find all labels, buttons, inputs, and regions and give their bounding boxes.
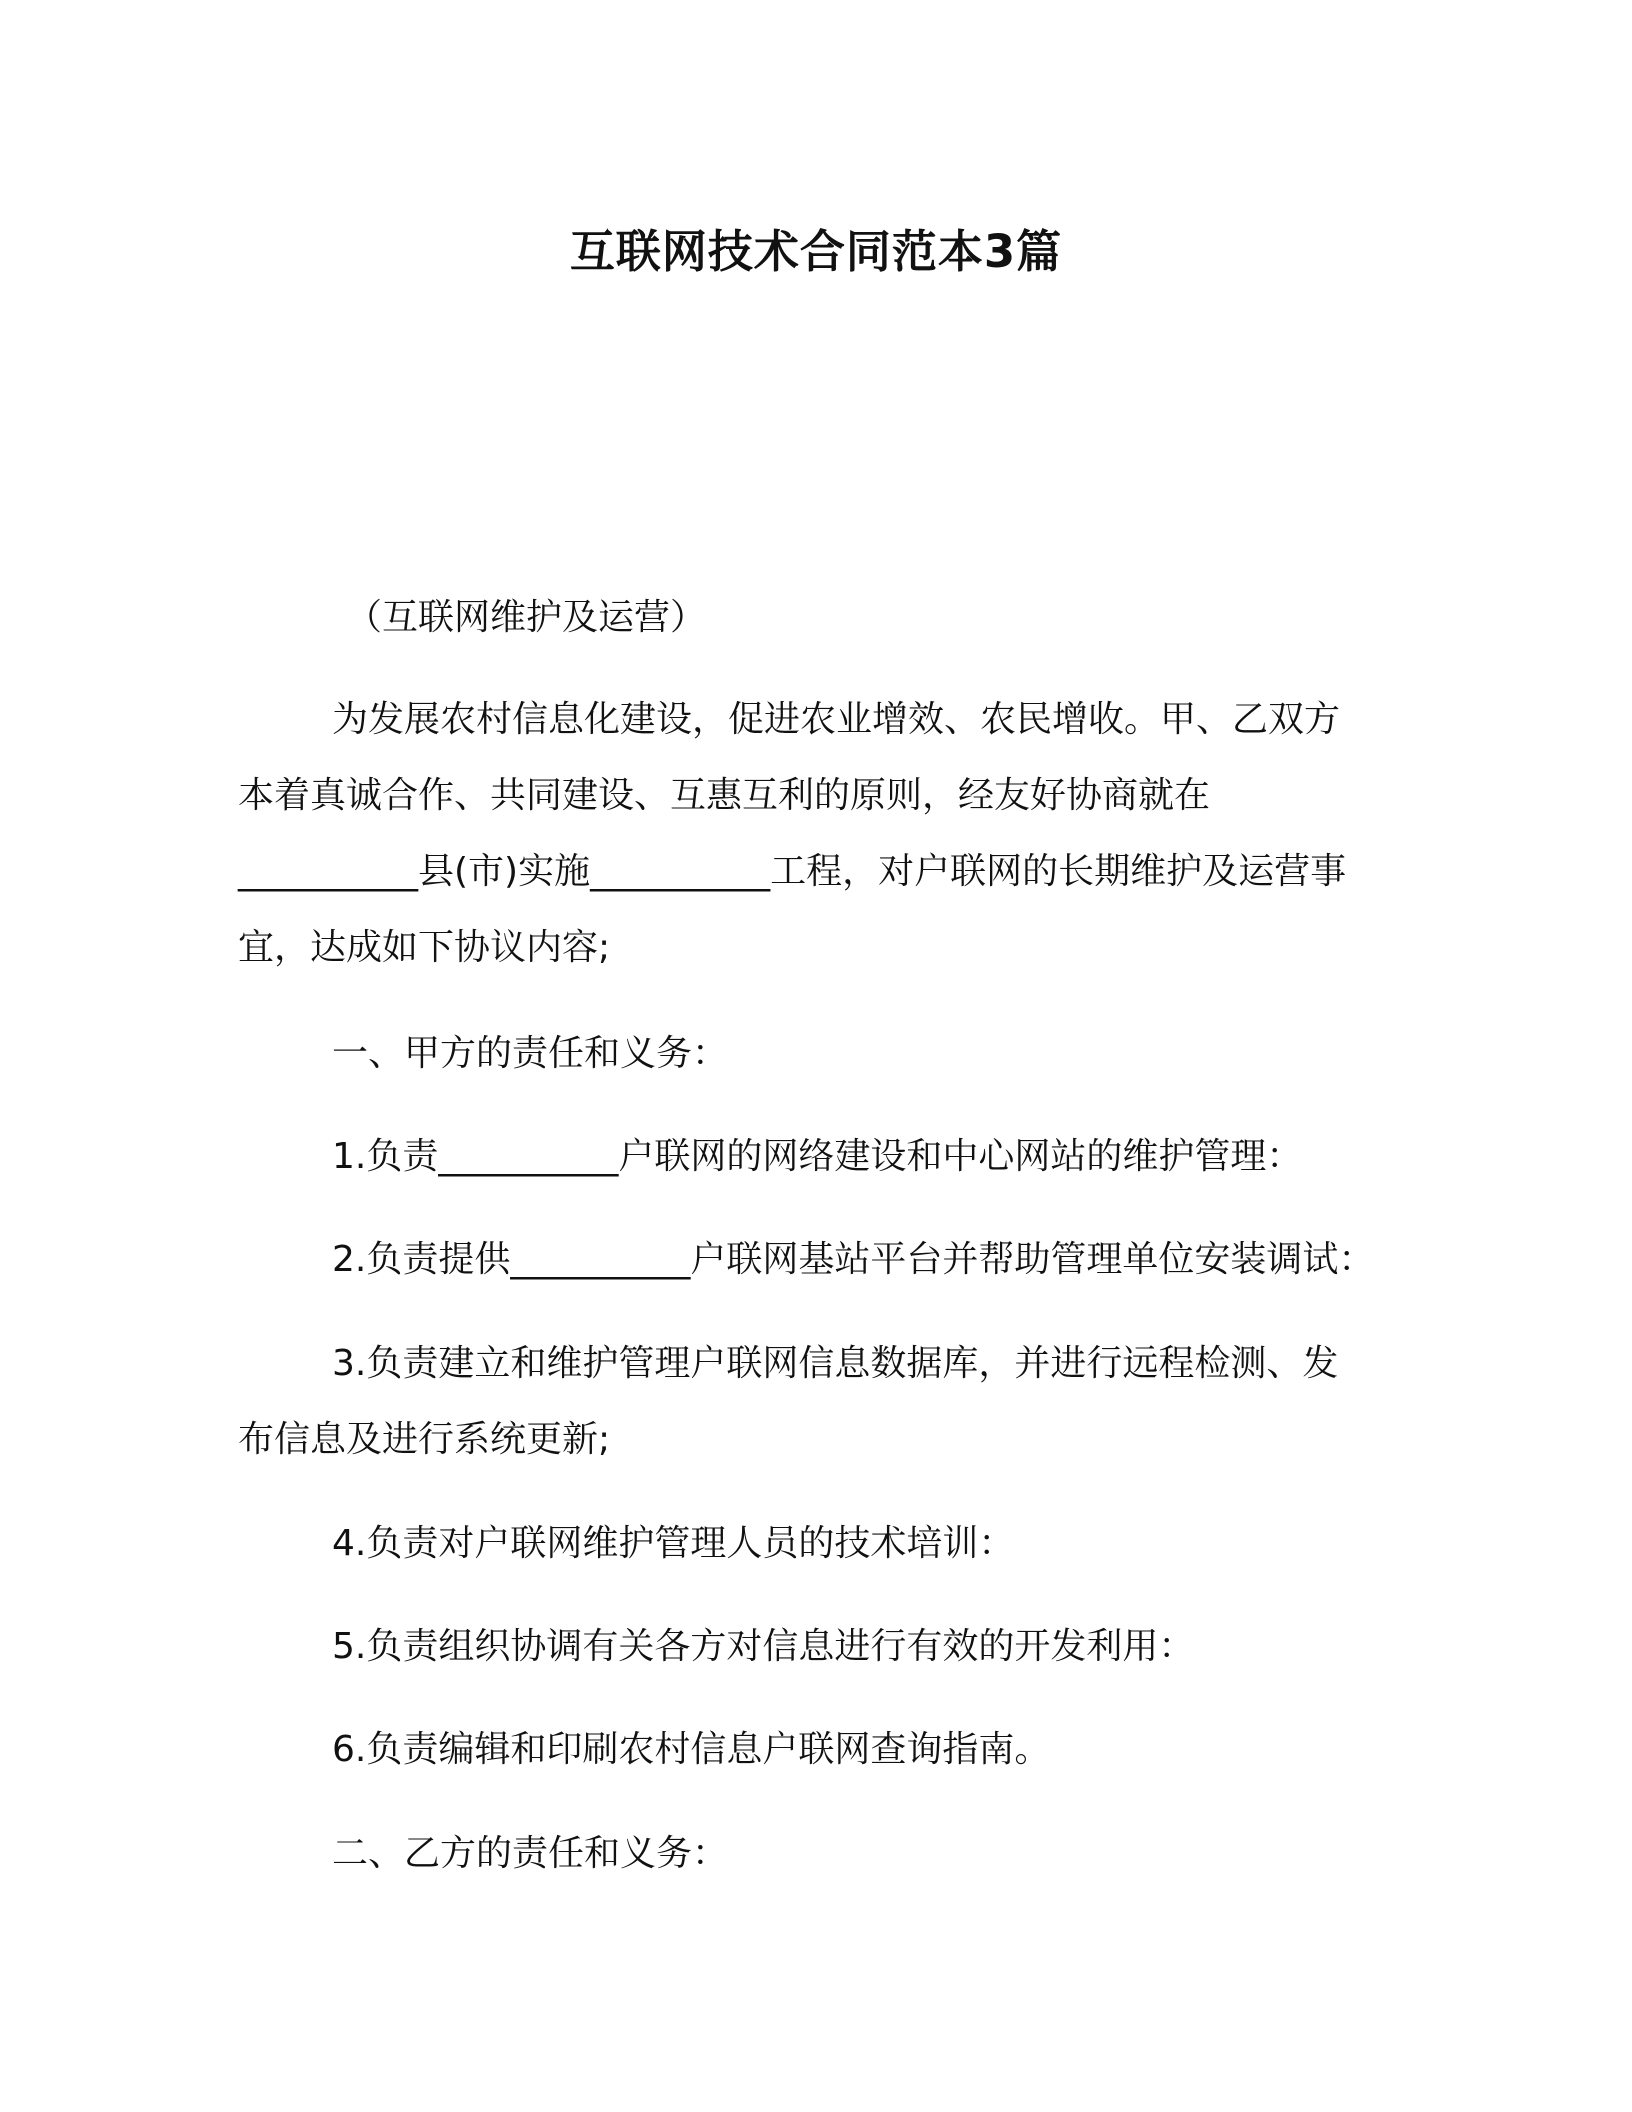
intro-line-1: 为发展农村信息化建设，促进农业增效、农民增收。甲、乙双方 bbox=[332, 699, 1341, 740]
section-1-item-3-line-1: 3.负责建立和维护管理户联网信息数据库，并进行远程检测、发 bbox=[332, 1343, 1339, 1384]
section-1-item-1: 1.负责__________户联网的网络建设和中心网站的维护管理： bbox=[332, 1136, 1303, 1177]
section-1-heading: 一、甲方的责任和义务： bbox=[332, 1033, 729, 1074]
section-1-item-4: 4.负责对户联网维护管理人员的技术培训： bbox=[332, 1523, 1015, 1564]
section-2-heading: 二、乙方的责任和义务： bbox=[332, 1833, 729, 1874]
intro-line-3: __________县(市)实施__________工程，对户联网的长期维护及运营事 bbox=[238, 851, 1347, 892]
section-1-item-3-line-2: 布信息及进行系统更新; bbox=[238, 1419, 611, 1460]
intro-line-2: 本着真诚合作、共同建设、互惠互利的原则，经友好协商就在 bbox=[238, 775, 1211, 816]
document-subtitle: （互联网维护及运营） bbox=[346, 597, 707, 638]
intro-line-4: 宜，达成如下协议内容; bbox=[238, 927, 611, 968]
section-1-item-2: 2.负责提供__________户联网基站平台并帮助管理单位安装调试： bbox=[332, 1239, 1375, 1280]
document-title: 互联网技术合同范本3篇 bbox=[569, 225, 1063, 278]
section-1-item-5: 5.负责组织协调有关各方对信息进行有效的开发利用： bbox=[332, 1626, 1195, 1667]
section-1-item-6: 6.负责编辑和印刷农村信息户联网查询指南。 bbox=[332, 1729, 1051, 1770]
